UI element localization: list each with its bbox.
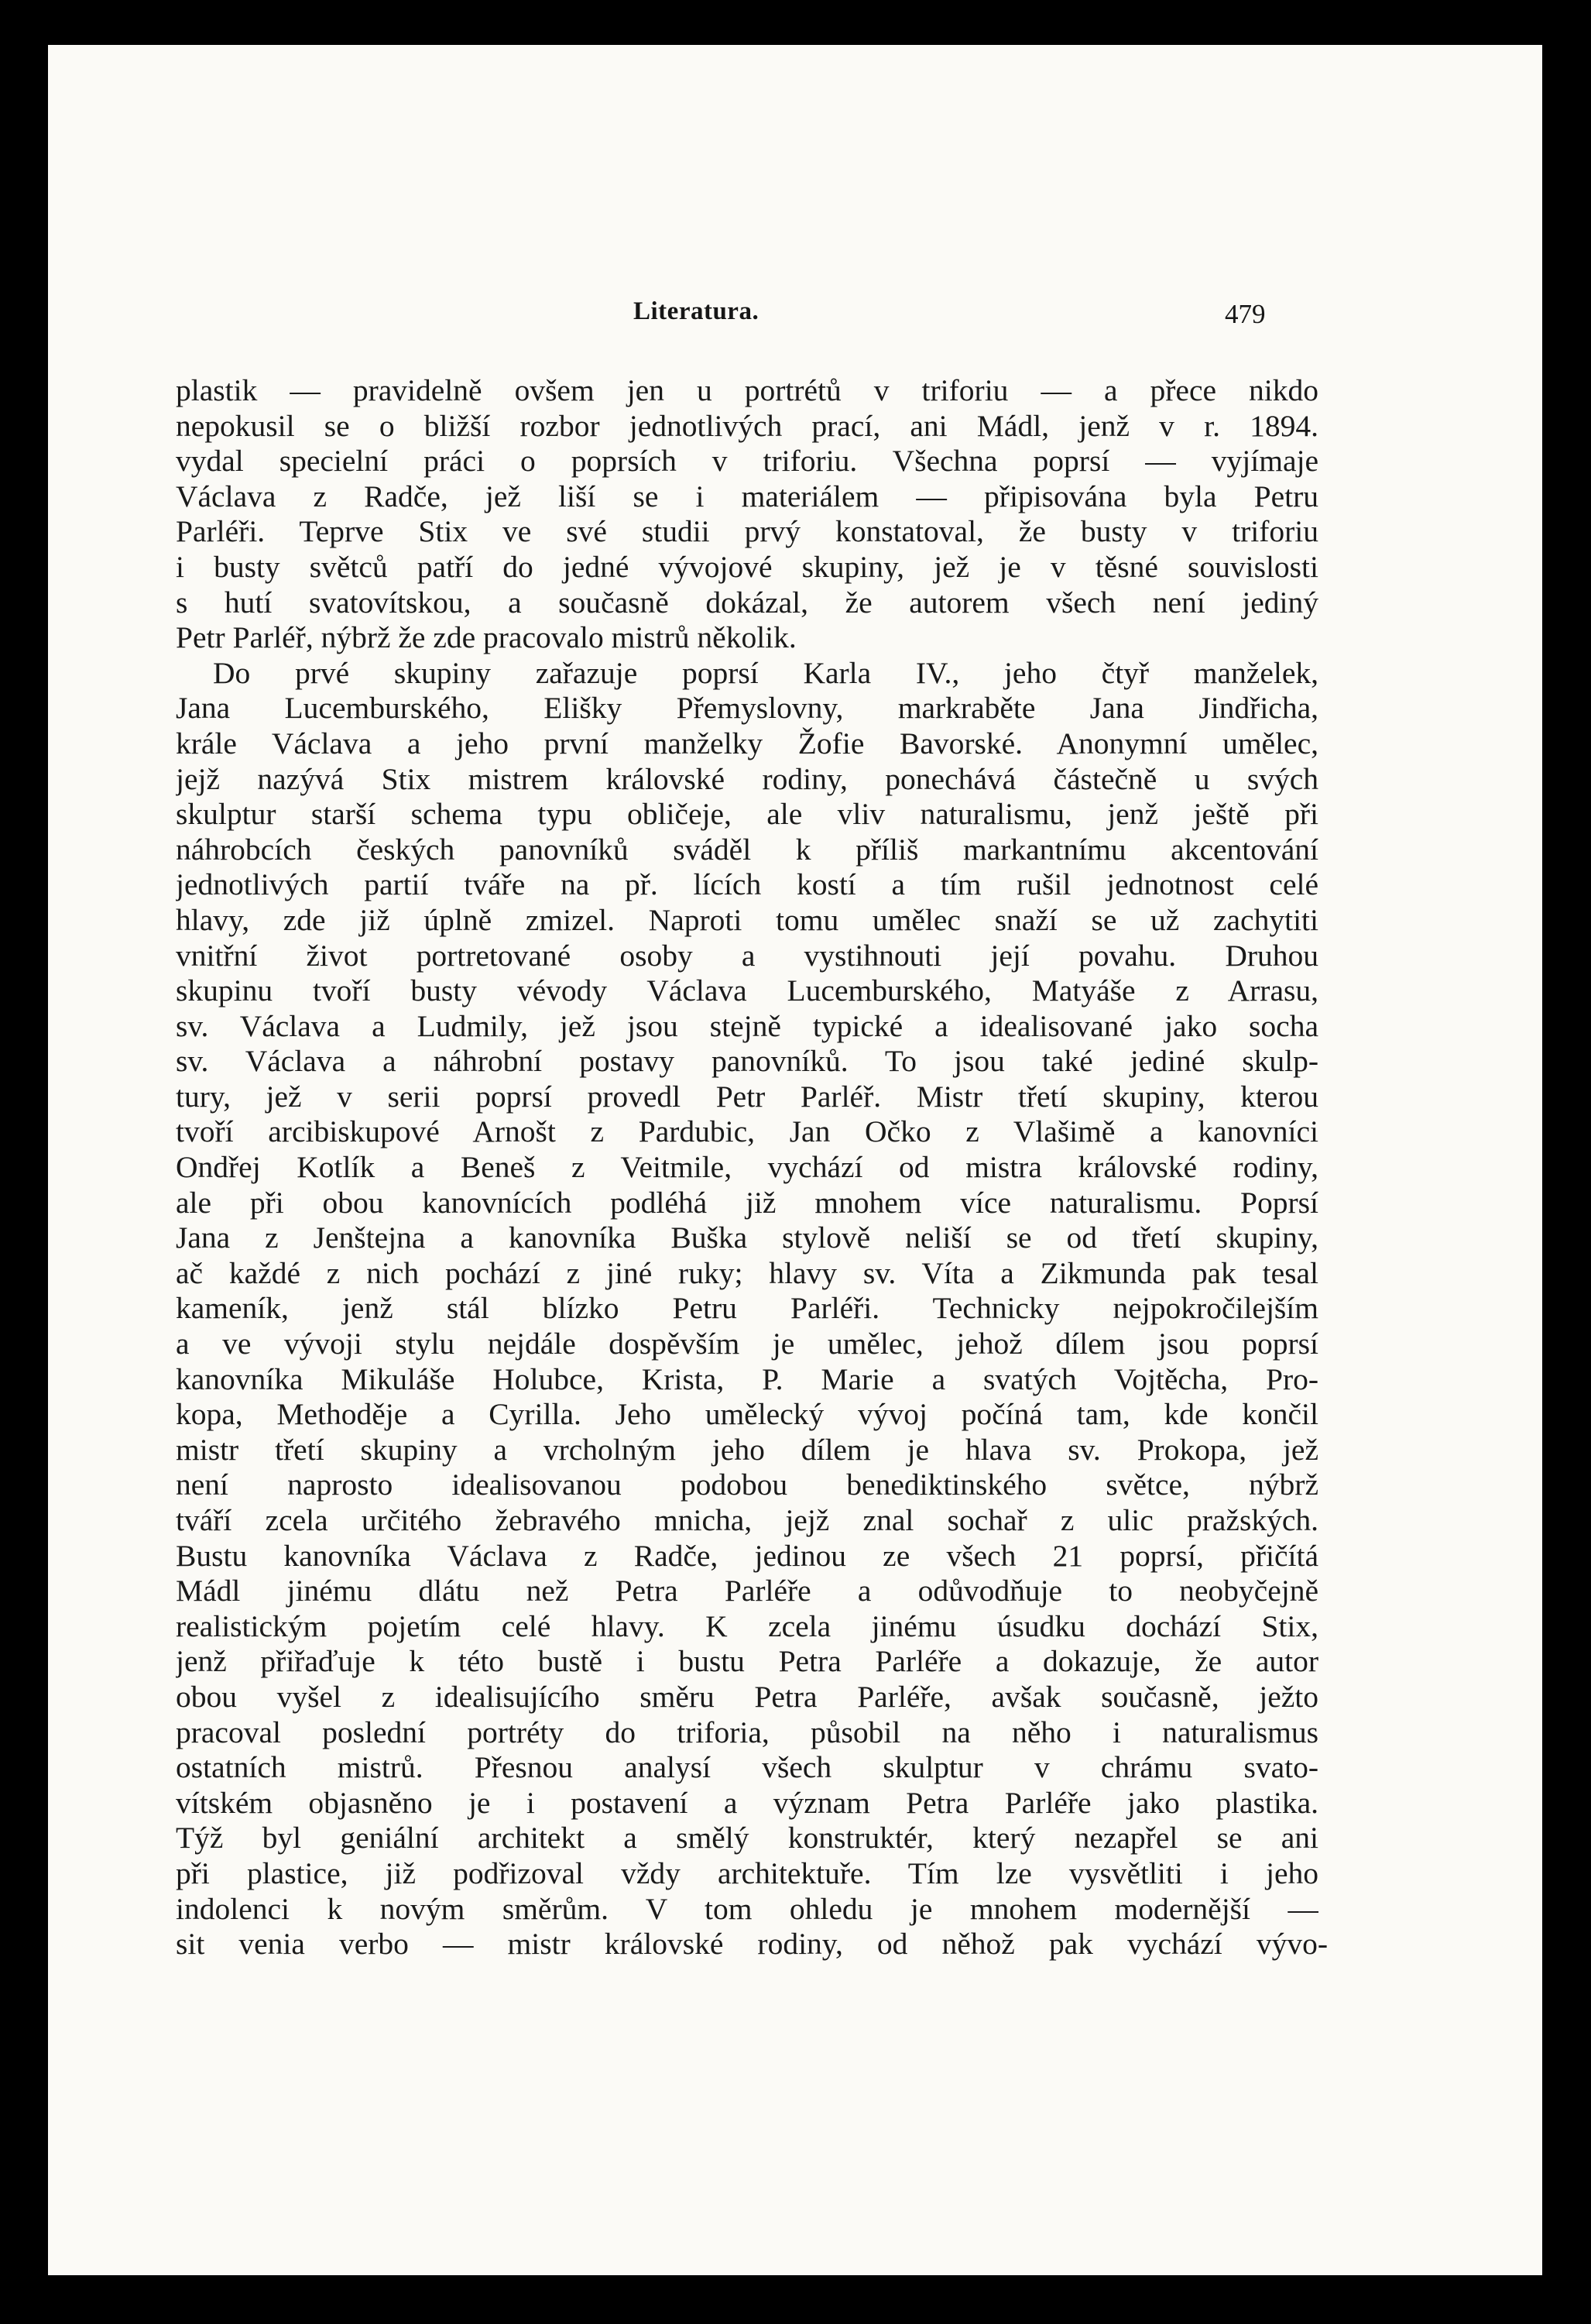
text-line: tury, jež v serii poprsí provedl Petr Parléř. Mistr třetí skupiny, kterou <box>176 1079 1318 1114</box>
text-line: s hutí svatovítskou, a současně dokázal, že autorem všech není jediný <box>176 585 1318 620</box>
text-line: tvoří arcibiskupové Arnošt z Pardubic, Jan Očko z Vlašimě a kanovníci <box>176 1114 1318 1149</box>
text-line: sv. Václava a Ludmily, jež jsou stejně typické a idealisované jako socha <box>176 1008 1318 1043</box>
text-line: vydal specielní práci o poprsích v triforiu. Všechna poprsí — vyjímaje <box>176 444 1318 479</box>
text-line: Týž byl geniální architekt a smělý konstruktér, který nezapřel se ani <box>176 1821 1318 1855</box>
text-line: ostatních mistrů. Přesnou analysí všech skulptur v chrámu svato- <box>176 1750 1318 1785</box>
text-line: Bustu kanovníka Václava z Radče, jedinou ze všech 21 poprsí, přičítá <box>176 1538 1318 1573</box>
text-line: Ondřej Kotlík a Beneš z Veitmile, vychází od mistra královské rodiny, <box>176 1150 1318 1185</box>
page-number: 479 <box>1225 299 1266 329</box>
text-line: a ve vývoji stylu nejdále dospěvším je umělec, jehož dílem jsou poprsí <box>176 1327 1318 1361</box>
running-head <box>48 297 1542 336</box>
text-line: Václava z Radče, jež liší se i materiálem — připisována byla Petru <box>176 479 1318 513</box>
text-line: nepokusil se o bližší rozbor jednotlivých prací, ani Mádl, jenž v r. 1894. <box>176 408 1318 443</box>
text-line: Do prvé skupiny zařazuje poprsí Karla IV., jeho čtyř manželek, <box>213 655 1318 690</box>
text-line: indolenci k novým směrům. V tom ohledu je mnohem modernější — <box>176 1891 1318 1926</box>
text-line: jednotlivých partií tváře na př. lících kostí a tím rušil jednotnost celé <box>176 867 1318 902</box>
text-line: tváří zcela určitého žebravého mnicha, jejž znal sochař z ulic pražských. <box>176 1503 1318 1537</box>
text-line: náhrobcích českých panovníků sváděl k příliš markantnímu akcentování <box>176 832 1318 867</box>
text-line: sit venia verbo — mistr královské rodiny, od něhož pak vychází vývo- <box>176 1927 1328 1962</box>
text-line: pracoval poslední portréty do triforia, působil na něho i naturalismus <box>176 1715 1318 1749</box>
text-line: Jana Lucemburského, Elišky Přemyslovny, markraběte Jana Jindřicha, <box>176 691 1318 726</box>
text-line: realistickým pojetím celé hlavy. K zcela jinému úsudku dochází Stix, <box>176 1608 1318 1643</box>
text-line: Petr Parléř, nýbrž že zde pracovalo mistrů několik. <box>176 620 797 655</box>
running-title: Literatura. <box>633 297 759 325</box>
text-line: Parléři. Teprve Stix ve své studii prvý konstatoval, že busty v triforiu <box>176 514 1318 549</box>
text-line: ale při obou kanovnících podléhá již mnohem více naturalismu. Poprsí <box>176 1185 1318 1220</box>
text-line: jenž přiřaďuje k této bustě i bustu Petra Parléře a dokazuje, že autor <box>176 1644 1318 1679</box>
text-line: není naprosto idealisovanou podobou benediktinského světce, nýbrž <box>176 1468 1318 1502</box>
text-line: skulptur starší schema typu obličeje, ale vliv naturalismu, jenž ještě při <box>176 797 1318 832</box>
book-page <box>48 45 1542 2275</box>
text-line: ač každé z nich pochází z jiné ruky; hlavy sv. Víta a Zikmunda pak tesal <box>176 1255 1318 1290</box>
text-line: jejž nazývá Stix mistrem královské rodiny, ponechává částečně u svých <box>176 761 1318 796</box>
text-line: při plastice, již podřizoval vždy architektuře. Tím lze vysvětliti i jeho <box>176 1855 1318 1890</box>
text-line: Jana z Jenštejna a kanovníka Buška stylově neliší se od třetí skupiny, <box>176 1220 1318 1255</box>
text-line: plastik — pravidelně ovšem jen u portrétů v triforiu — a přece nikdo <box>176 373 1318 407</box>
text-line: obou vyšel z idealisujícího směru Petra Parléře, avšak současně, ježto <box>176 1679 1318 1714</box>
text-line: kanovníka Mikuláše Holubce, Krista, P. Marie a svatých Vojtěcha, Pro- <box>176 1361 1318 1396</box>
text-line: Mádl jinému dlátu než Petra Parléře a odůvodňuje to neobyčejně <box>176 1574 1318 1608</box>
text-line: mistr třetí skupiny a vrcholným jeho dílem je hlava sv. Prokopa, jež <box>176 1432 1318 1467</box>
text-line: vítském objasněno je i postavení a význam Petra Parléře jako plastika. <box>176 1785 1318 1820</box>
text-line: skupinu tvoří busty vévody Václava Lucemburského, Matyáše z Arrasu, <box>176 973 1318 1008</box>
text-line: kopa, Methoděje a Cyrilla. Jeho umělecký vývoj počíná tam, kde končil <box>176 1397 1318 1432</box>
text-line: sv. Václava a náhrobní postavy panovníků. To jsou také jediné skulp- <box>176 1044 1318 1079</box>
text-line: hlavy, zde již úplně zmizel. Naproti tomu umělec snaží se už zachytiti <box>176 902 1318 937</box>
text-line: kameník, jenž stál blízko Petru Parléři. Technicky nejpokročilejším <box>176 1291 1318 1326</box>
text-line: i busty světců patří do jedné vývojové skupiny, jež je v těsné souvislosti <box>176 549 1318 584</box>
text-line: vnitřní život portretované osoby a vystihnouti její povahu. Druhou <box>176 938 1318 973</box>
text-line: krále Václava a jeho první manželky Žofie Bavorské. Anonymní umělec, <box>176 726 1318 760</box>
body-text <box>176 373 1328 1962</box>
